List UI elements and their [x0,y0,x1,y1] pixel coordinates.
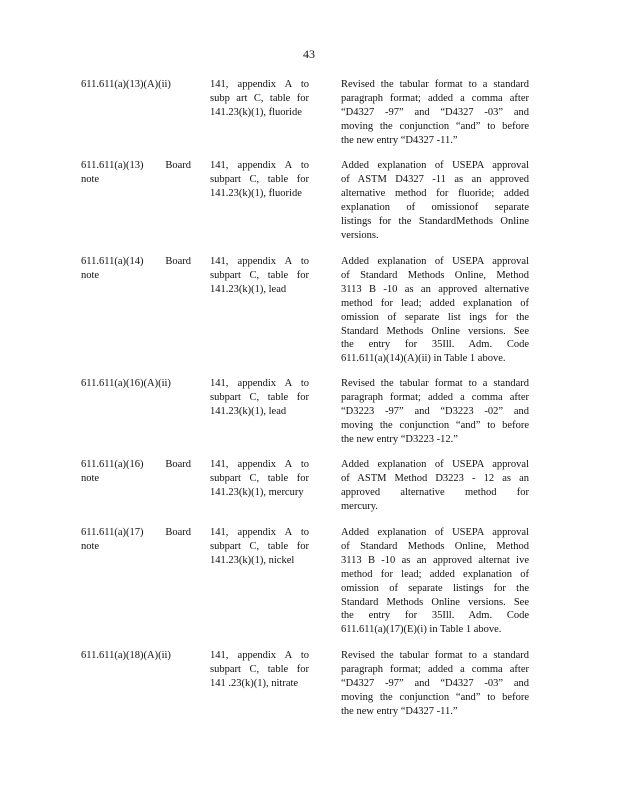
section-cell [81,78,191,92]
description-line: mercury. [341,500,378,512]
section-line: note [81,540,100,552]
citation-line: 141, appendix A to [210,256,309,267]
description-line: omission of separate list ings for the [341,311,529,323]
description-line: the new entry “D4327 -11.” [341,134,458,146]
description-line: 611.611(a)(17)(E)(i) in Table 1 above. [341,624,502,636]
description-line: 3113 B -10 as an approved alternat ive [341,554,529,566]
section-line: 611.611(a)(13)(A)(ii) [81,79,171,90]
description-line: 3113 B -10 as an approved alternative [341,283,529,295]
citation-cell [210,526,309,568]
description-cell [341,159,529,242]
description-line: of Standard Methods Online, Method [341,269,529,281]
description-line: Added explanation of USEPA approval [341,459,529,470]
description-line: moving the conjunction “and” to before [341,691,529,703]
citation-cell [210,649,309,691]
citation-line: 141, appendix A to [210,459,309,470]
citation-line: 141.23(k)(1), lead [210,405,287,417]
citation-line: subpart C, table for [210,663,309,675]
description-cell [341,78,529,148]
citation-line: 141.23(k)(1), fluoride [210,187,302,199]
description-line: moving the conjunction “and” to before [341,120,529,132]
description-line: “D4327 -97” and “D4327 -03” and [341,106,529,118]
description-line: 611.611(a)(14)(A)(ii) in Table 1 above. [341,353,506,365]
section-cell [81,255,191,283]
description-line: paragraph format; added a comma after [341,663,529,675]
citation-line: subp art C, table for [210,92,309,104]
description-cell [341,526,529,637]
description-line: Standard Methods Online versions. See [341,596,529,608]
citation-line: subpart C, table for [210,269,309,281]
citation-line: 141.23(k)(1), nickel [210,554,295,566]
citation-line: subpart C, table for [210,173,309,185]
citation-line: 141.23(k)(1), fluoride [210,106,302,118]
citation-cell [210,159,309,201]
section-line: 611.611(a)(14) Board [81,256,191,267]
description-line: method for lead; added explanation of [341,568,529,580]
description-line: of ASTM Method D3223 - 12 as an [341,472,529,484]
section-line: note [81,269,100,281]
citation-line: subpart C, table for [210,391,309,403]
section-line: 611.611(a)(18)(A)(ii) [81,650,171,661]
section-line: 611.611(a)(16) Board [81,459,191,470]
citation-line: 141, appendix A to [210,79,309,90]
citation-line: subpart C, table for [210,540,309,552]
description-line: Revised the tabular format to a standard [341,79,529,90]
description-line: versions. [341,229,379,241]
description-cell [341,255,529,366]
description-line: of Standard Methods Online, Method [341,540,529,552]
description-line: omission of separate listings for the [341,582,529,594]
section-line: 611.611(a)(16)(A)(ii) [81,378,171,389]
description-cell [341,377,529,447]
section-line: note [81,472,100,484]
citation-cell [210,78,309,120]
citation-line: 141, appendix A to [210,378,309,389]
description-line: the new entry “D4327 -11.” [341,705,458,717]
description-cell [341,458,529,514]
description-line: “D4327 -97” and “D4327 -03” and [341,677,529,689]
description-line: Revised the tabular format to a standard [341,378,529,389]
section-cell [81,458,191,486]
description-line: Added explanation of USEPA approval [341,527,529,538]
description-line: Added explanation of USEPA approval [341,160,529,171]
description-line: moving the conjunction “and” to before [341,419,529,431]
citation-cell [210,377,309,419]
citation-line: 141, appendix A to [210,650,309,661]
description-line: the new entry “D3223 -12.” [341,433,458,445]
page-number: 43 [303,47,315,61]
description-line: Standard Methods Online versions. See [341,325,529,337]
description-line: paragraph format; added a comma after [341,92,529,104]
citation-line: subpart C, table for [210,472,309,484]
description-line: explanation of omissionof separate [341,201,529,213]
description-line: listings for the StandardMethods Online [341,215,529,227]
description-line: alternative method for fluoride; added [341,187,529,199]
description-line: the entry for 35Ill. Adm. Code [341,610,529,622]
section-cell [81,377,191,391]
citation-cell [210,458,309,500]
description-line: the entry for 35Ill. Adm. Code [341,339,529,351]
description-line: Revised the tabular format to a standard [341,650,529,661]
section-line: 611.611(a)(17) Board [81,527,191,538]
description-cell [341,649,529,719]
description-line: Added explanation of USEPA approval [341,256,529,267]
citation-cell [210,255,309,297]
description-line: “D3223 -97” and “D3223 -02” and [341,405,529,417]
citation-line: 141.23(k)(1), lead [210,283,287,295]
description-line: method for lead; added explanation of [341,297,529,309]
section-cell [81,649,191,663]
citation-line: 141, appendix A to [210,527,309,538]
description-line: of ASTM D4327 -11 as an approved [341,173,529,185]
citation-line: 141 .23(k)(1), nitrate [210,677,299,689]
description-line: paragraph format; added a comma after [341,391,529,403]
section-line: 611.611(a)(13) Board [81,160,191,171]
citation-line: 141.23(k)(1), mercury [210,486,304,498]
citation-line: 141, appendix A to [210,160,309,171]
section-line: note [81,173,100,185]
section-cell [81,526,191,554]
section-cell [81,159,191,187]
description-line: approved alternative method for [341,486,529,498]
